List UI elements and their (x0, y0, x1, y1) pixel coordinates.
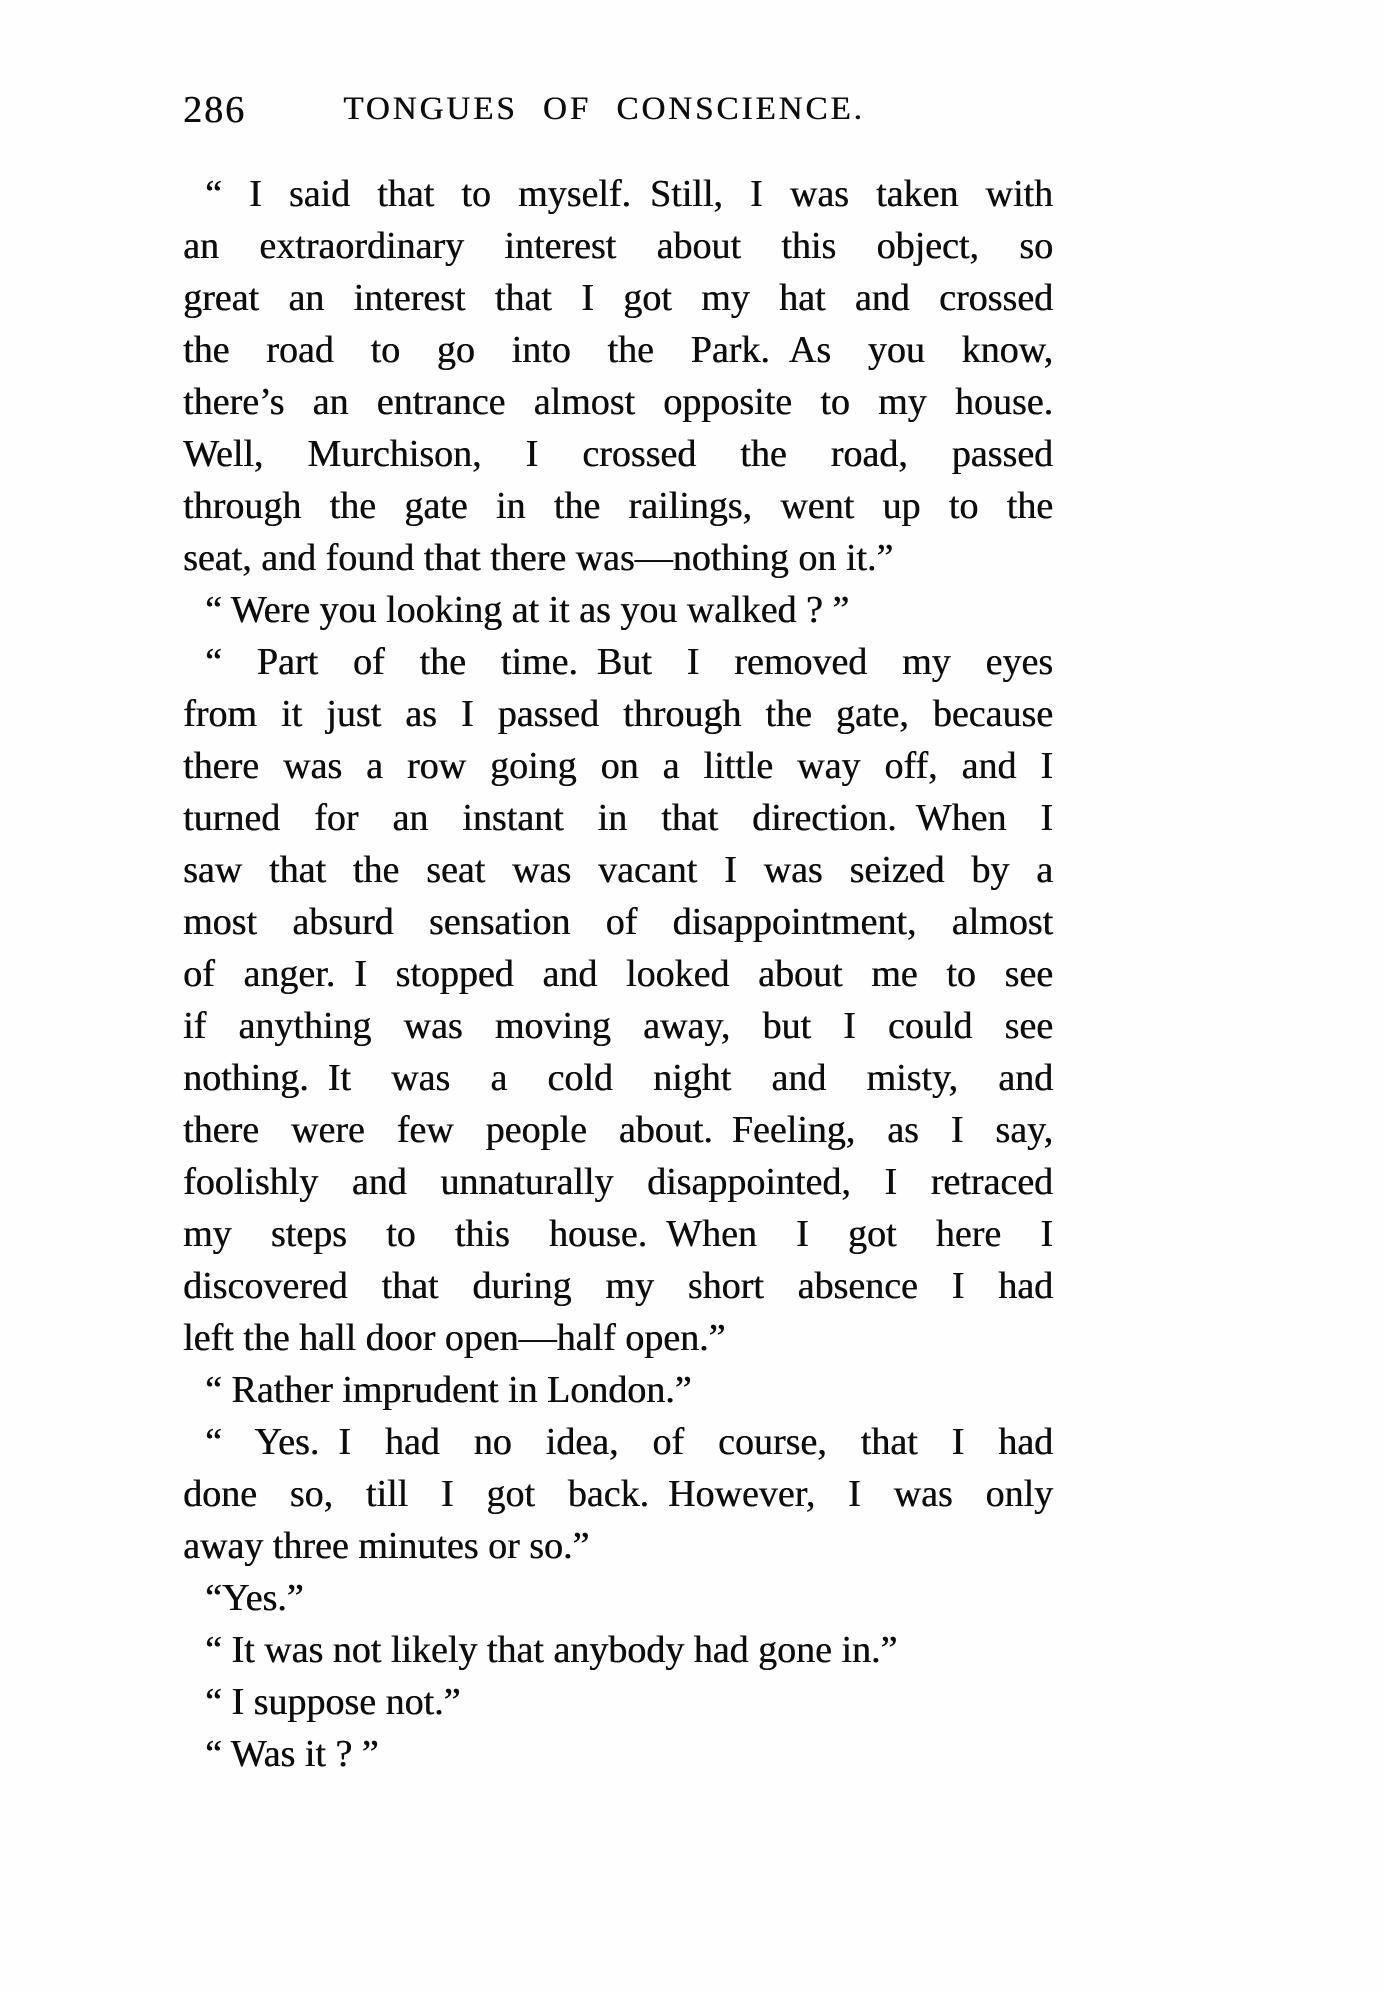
body-text (183, 168, 1053, 1780)
text-line: foolishly and unnaturally disappointed, I retraced (183, 1161, 1053, 1203)
text-line: of anger. I stopped and looked about me to see (183, 953, 1053, 995)
text-line: “ Rather imprudent in London.” (205, 1369, 692, 1411)
text-line: through the gate in the railings, went up to the (183, 485, 1053, 527)
text-line: “ I suppose not.” (205, 1681, 461, 1723)
text-line: “ Was it ? ” (205, 1733, 379, 1775)
text-line: “ Were you looking at it as you walked ? ” (205, 589, 850, 631)
text-line: an extraordinary interest about this object, so (183, 225, 1053, 267)
text-line: the road to go into the Park. As you know, (183, 329, 1053, 371)
text-line: “Yes.” (205, 1577, 304, 1619)
running-title: TONGUES OF CONSCIENCE. (343, 91, 865, 127)
text-line: seat, and found that there was—nothing on it.” (183, 537, 894, 579)
text-line: done so, till I got back. However, I was only (183, 1473, 1053, 1515)
text-line: there was a row going on a little way off, and I (183, 745, 1053, 787)
text-line: “ I said that to myself. Still, I was taken with (205, 173, 1053, 215)
text-line: my steps to this house. When I got here I (183, 1213, 1053, 1255)
text-line: left the hall door open—half open.” (183, 1317, 726, 1359)
text-line: Well, Murchison, I crossed the road, passed (183, 433, 1053, 475)
text-line: “ It was not likely that anybody had gone in.” (205, 1629, 898, 1671)
text-line: most absurd sensation of disappointment, almost (183, 901, 1053, 943)
text-line: discovered that during my short absence I had (183, 1265, 1053, 1307)
page-header (183, 88, 1053, 140)
text-line: “ Yes. I had no idea, of course, that I had (205, 1421, 1053, 1463)
page-number: 286 (183, 89, 246, 131)
text-line: turned for an instant in that direction. When I (183, 797, 1053, 839)
text-line: if anything was moving away, but I could see (183, 1005, 1053, 1047)
text-line: from it just as I passed through the gate, because (183, 693, 1053, 735)
text-line: there’s an entrance almost opposite to my house. (183, 381, 1053, 423)
text-line: away three minutes or so.” (183, 1525, 590, 1567)
text-line: there were few people about. Feeling, as I say, (183, 1109, 1053, 1151)
text-line: saw that the seat was vacant I was seized by a (183, 849, 1053, 891)
text-line: nothing. It was a cold night and misty, and (183, 1057, 1053, 1099)
text-line: great an interest that I got my hat and crossed (183, 277, 1053, 319)
text-line: “ Part of the time. But I removed my eyes (205, 641, 1053, 683)
